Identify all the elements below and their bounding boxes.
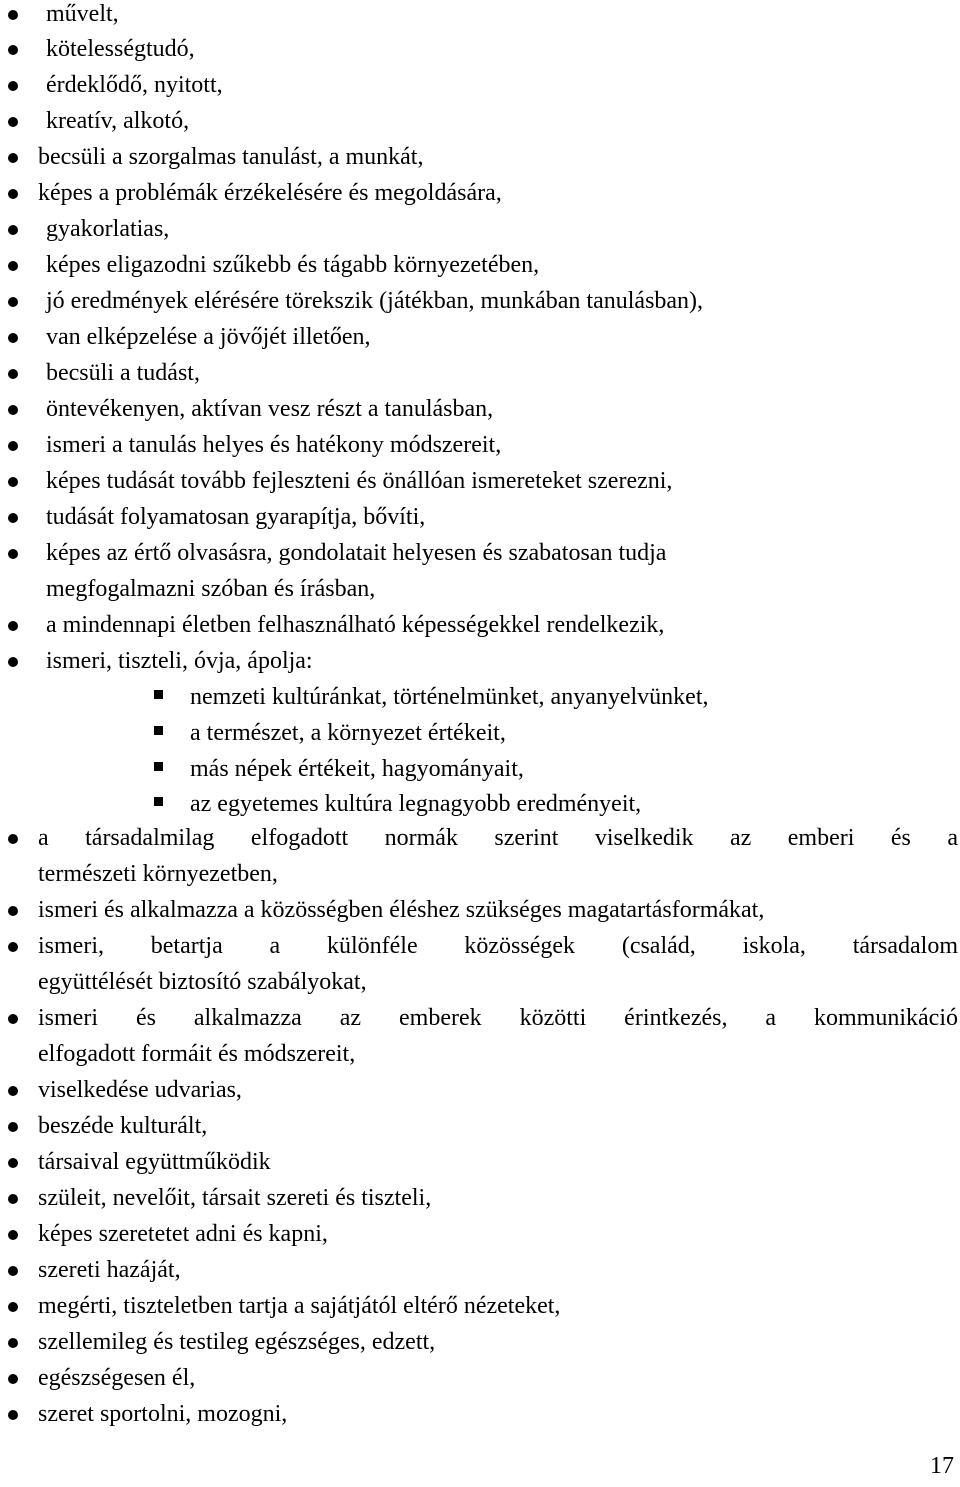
bullet-icon: [8, 369, 18, 379]
bullet-icon: [8, 1086, 18, 1096]
bullet-icon: [8, 942, 18, 952]
bullet-icon: [8, 117, 18, 127]
bullet-icon: [8, 297, 18, 307]
list-item-continuation: együttélését biztosító szabályokat,: [38, 969, 367, 995]
list-item: képes tudását tovább fejleszteni és önállóan ismereteket szerezni,: [46, 468, 673, 494]
bullet-icon: [8, 1410, 18, 1420]
bullet-icon: [8, 1194, 18, 1204]
bullet-icon: [8, 225, 18, 235]
bullet-icon: [8, 441, 18, 451]
bullet-icon: [8, 1266, 18, 1276]
bullet-icon: [8, 477, 18, 487]
bullet-icon: [8, 10, 18, 20]
list-item: a mindennapi életben felhasználható képességekkel rendelkezik,: [46, 612, 665, 638]
bullet-icon: [8, 153, 18, 163]
bullet-icon: [8, 621, 18, 631]
list-item: ismeri és alkalmazza az emberek közötti érintkezés, a kommunikáció: [38, 1005, 958, 1031]
square-bullet-icon: [154, 762, 163, 771]
bullet-icon: [8, 189, 18, 199]
bullet-icon: [8, 1158, 18, 1168]
square-bullet-icon: [154, 726, 163, 735]
list-item-continuation: elfogadott formáit és módszereit,: [38, 1041, 356, 1067]
list-item: ismeri a tanulás helyes és hatékony módszereit,: [46, 432, 502, 458]
list-item: szellemileg és testileg egészséges, edzett,: [38, 1329, 436, 1355]
list-item: jó eredmények elérésére törekszik (játékban, munkában tanulásban),: [46, 288, 704, 314]
list-item: becsüli a szorgalmas tanulást, a munkát,: [38, 144, 424, 170]
list-item: gyakorlatias,: [46, 216, 170, 242]
square-bullet-icon: [154, 690, 163, 699]
list-item: ismeri, tiszteli, óvja, ápolja:: [46, 648, 313, 674]
sub-list-item: nemzeti kultúránkat, történelmünket, anyanyelvünket,: [190, 684, 709, 710]
list-item: társaival együttműködik: [38, 1149, 271, 1175]
list-item: képes szeretetet adni és kapni,: [38, 1221, 328, 1247]
list-item: öntevékenyen, aktívan vesz részt a tanulásban,: [46, 396, 494, 422]
list-item: képes az értő olvasásra, gondolatait helyesen és szabatosan tudja: [46, 540, 667, 566]
bullet-icon: [8, 1302, 18, 1312]
bullet-icon: [8, 261, 18, 271]
list-item: ismeri, betartja a különféle közösségek (család, iskola, társadalom: [38, 933, 958, 959]
list-item: érdeklődő, nyitott,: [46, 72, 223, 98]
list-item: művelt,: [46, 1, 119, 27]
sub-list-item: más népek értékeit, hagyományait,: [190, 756, 524, 782]
list-item: van elképzelése a jövőjét illetően,: [46, 324, 371, 350]
list-item: a társadalmilag elfogadott normák szerint viselkedik az emberi és a: [38, 825, 958, 851]
bullet-icon: [8, 513, 18, 523]
bullet-icon: [8, 1122, 18, 1132]
bullet-icon: [8, 549, 18, 559]
bullet-icon: [8, 45, 18, 55]
page-number: 17: [930, 1453, 954, 1479]
bullet-icon: [8, 834, 18, 844]
list-item: beszéde kulturált,: [38, 1113, 208, 1139]
sub-list-item: az egyetemes kultúra legnagyobb eredményeit,: [190, 791, 642, 817]
list-item: kreatív, alkotó,: [46, 108, 190, 134]
list-item: viselkedése udvarias,: [38, 1077, 242, 1103]
bullet-icon: [8, 906, 18, 916]
list-item: szereti hazáját,: [38, 1257, 181, 1283]
list-item-continuation: megfogalmazni szóban és írásban,: [46, 576, 376, 602]
list-item: szüleit, nevelőit, társait szereti és tiszteli,: [38, 1185, 432, 1211]
list-item: ismeri és alkalmazza a közösségben éléshez szükséges magatartásformákat,: [38, 897, 765, 923]
sub-list-item: a természet, a környezet értékeit,: [190, 720, 506, 746]
bullet-icon: [8, 333, 18, 343]
list-item: megérti, tiszteletben tartja a sajátjától eltérő nézeteket,: [38, 1293, 561, 1319]
square-bullet-icon: [154, 797, 163, 806]
list-item: képes a problémák érzékelésére és megoldására,: [38, 180, 502, 206]
list-item: egészségesen él,: [38, 1365, 196, 1391]
list-item: becsüli a tudást,: [46, 360, 200, 386]
bullet-icon: [8, 657, 18, 667]
list-item-continuation: természeti környezetben,: [38, 861, 278, 887]
bullet-icon: [8, 1230, 18, 1240]
list-item: kötelességtudó,: [46, 36, 195, 62]
bullet-icon: [8, 1014, 18, 1024]
bullet-icon: [8, 81, 18, 91]
bullet-icon: [8, 405, 18, 415]
list-item: szeret sportolni, mozogni,: [38, 1401, 288, 1427]
bullet-icon: [8, 1338, 18, 1348]
list-item: képes eligazodni szűkebb és tágabb környezetében,: [46, 252, 540, 278]
list-item: tudását folyamatosan gyarapítja, bővíti,: [46, 504, 426, 530]
bullet-icon: [8, 1374, 18, 1384]
